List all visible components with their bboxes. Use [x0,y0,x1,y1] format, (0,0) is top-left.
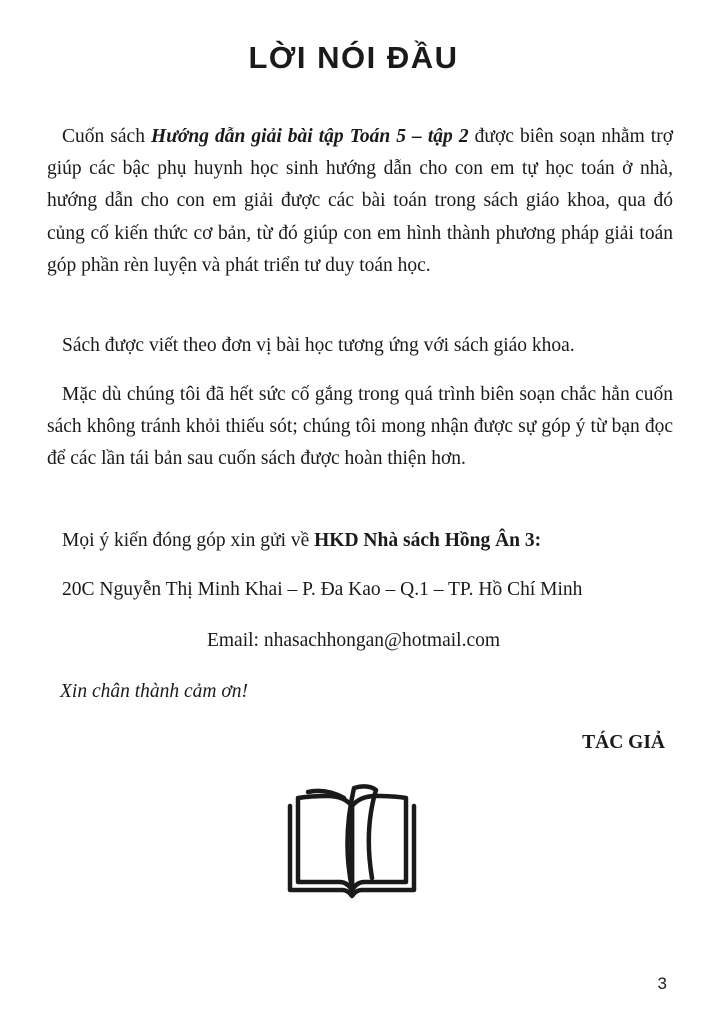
email-line: Email: nhasachhongan@hotmail.com [206,630,501,651]
contact-lead: Mọi ý kiến đóng góp xin gửi về [62,530,310,551]
publisher-name: HKD Nhà sách Hồng Ân 3 [314,530,535,551]
page-number: 3 [657,974,667,993]
intro-lead: Cuốn sách [62,126,145,147]
closing-line: Xin chân thành cảm ơn! [60,681,249,702]
apology-paragraph: Mặc dù chúng tôi đã hết sức cố gắng trong quá trình biên soạn chắc hẳn cuốn sách không tránh khỏi thiếu sót; chúng tôi mong nhận được sự góp ý từ bạn đọc để các lần tái bản sau cuốn sách được hoàn thiện hơn. [47,384,673,470]
contact-paragraph [47,525,673,557]
publisher-suffix: : [534,530,542,551]
page-title: LỜI NÓI ĐẦU [248,40,459,75]
intro-rest: được biên soạn nhằm trợ giúp các bậc phụ huynh học sinh hướng dẫn cho con em tự học toán ở nhà, hướng dẫn cho con em giải được các bài toán trong sách giáo khoa, qua đó củng cố kiến thức cơ bản, từ đó giúp con em hình thành phương pháp giải toán góp phần rèn luyện và phát triển tư duy toán học. [47,126,674,276]
intro-paragraph [47,121,673,282]
author-signature: TÁC GIẢ [582,732,665,753]
open-book-icon [282,780,422,900]
address-line: 20C Nguyễn Thị Minh Khai – P. Đa Kao – Q.1 – TP. Hồ Chí Minh [62,579,583,600]
book-title: Hướng dẫn giải bài tập Toán 5 – tập 2 [151,126,469,147]
structure-paragraph: Sách được viết theo đơn vị bài học tương ứng với sách giáo khoa. [62,335,575,356]
